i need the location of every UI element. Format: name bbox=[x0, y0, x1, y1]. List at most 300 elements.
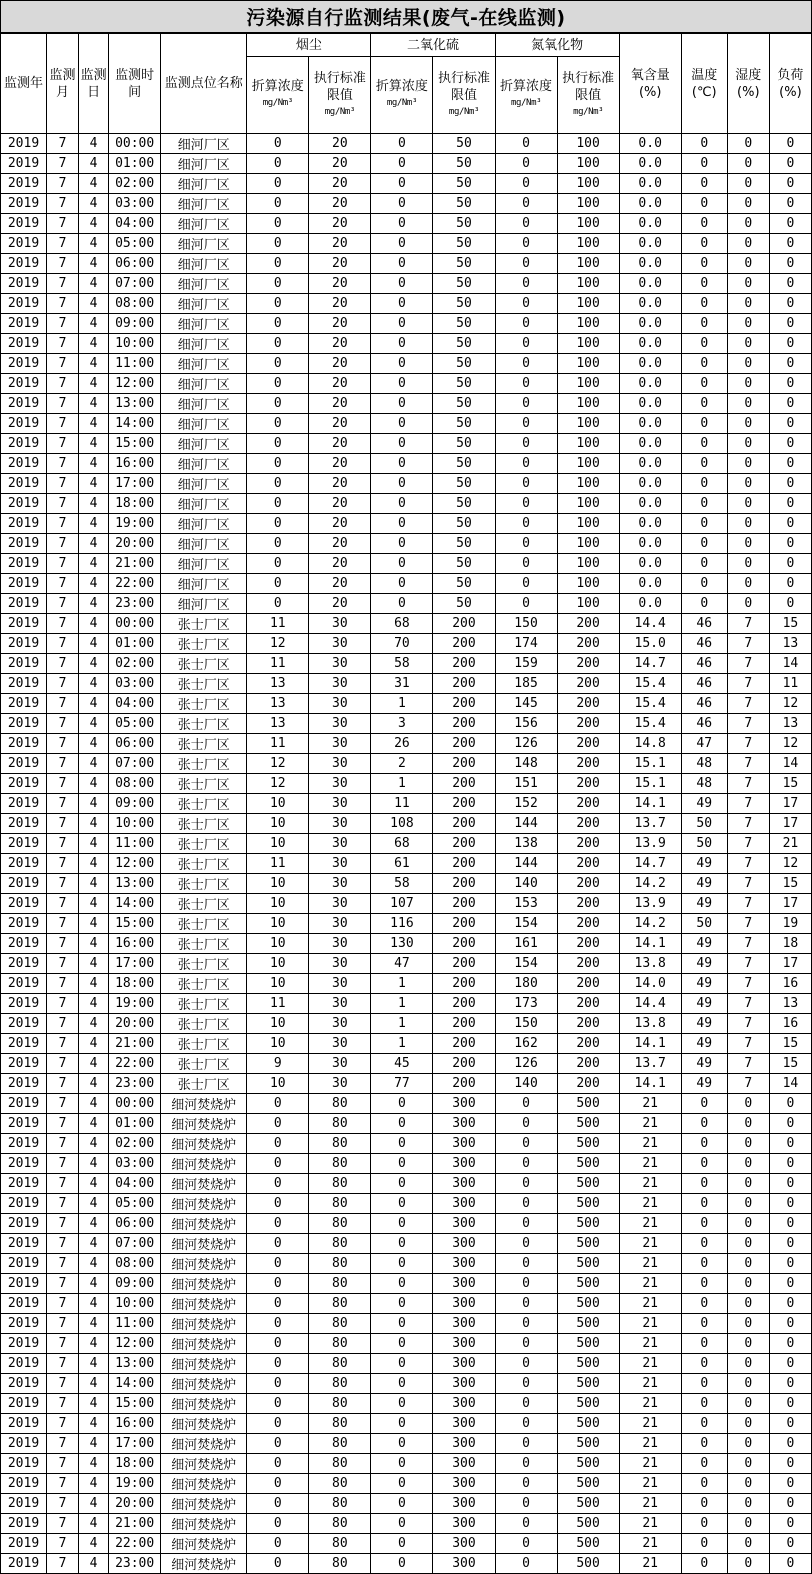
cell-year: 2019 bbox=[1, 1434, 47, 1454]
table-row bbox=[1, 1334, 812, 1354]
cell-time: 20:00 bbox=[109, 1494, 161, 1514]
cell-nox-conc: 0 bbox=[495, 1154, 557, 1174]
cell-day: 4 bbox=[79, 694, 109, 714]
cell-dust-limit: 20 bbox=[309, 274, 371, 294]
cell-nox-conc: 150 bbox=[495, 614, 557, 634]
cell-humidity: 0 bbox=[727, 1554, 769, 1574]
cell-oxygen: 14.0 bbox=[619, 974, 681, 994]
cell-dust-limit: 80 bbox=[309, 1394, 371, 1414]
table-row bbox=[1, 1174, 812, 1194]
cell-month: 7 bbox=[47, 914, 79, 934]
cell-oxygen: 21 bbox=[619, 1374, 681, 1394]
cell-dust-conc: 0 bbox=[247, 474, 309, 494]
cell-oxygen: 14.1 bbox=[619, 1074, 681, 1094]
cell-load: 15 bbox=[769, 774, 811, 794]
cell-nox-limit: 500 bbox=[557, 1274, 619, 1294]
table-row bbox=[1, 174, 812, 194]
cell-dust-conc: 0 bbox=[247, 214, 309, 234]
cell-month: 7 bbox=[47, 634, 79, 654]
cell-location: 细河焚烧炉 bbox=[161, 1094, 247, 1114]
cell-location: 张士厂区 bbox=[161, 734, 247, 754]
cell-year: 2019 bbox=[1, 554, 47, 574]
cell-day: 4 bbox=[79, 1474, 109, 1494]
cell-oxygen: 0.0 bbox=[619, 454, 681, 474]
cell-so2-limit: 300 bbox=[433, 1314, 495, 1334]
cell-month: 7 bbox=[47, 294, 79, 314]
cell-time: 16:00 bbox=[109, 1414, 161, 1434]
cell-location: 细河厂区 bbox=[161, 214, 247, 234]
cell-so2-limit: 50 bbox=[433, 414, 495, 434]
cell-dust-limit: 30 bbox=[309, 654, 371, 674]
cell-month: 7 bbox=[47, 514, 79, 534]
cell-load: 0 bbox=[769, 274, 811, 294]
cell-month: 7 bbox=[47, 274, 79, 294]
cell-humidity: 0 bbox=[727, 274, 769, 294]
cell-oxygen: 15.4 bbox=[619, 694, 681, 714]
cell-dust-limit: 20 bbox=[309, 474, 371, 494]
cell-month: 7 bbox=[47, 1474, 79, 1494]
cell-load: 0 bbox=[769, 1234, 811, 1254]
cell-nox-conc: 173 bbox=[495, 994, 557, 1014]
cell-humidity: 0 bbox=[727, 1374, 769, 1394]
cell-dust-limit: 20 bbox=[309, 314, 371, 334]
cell-so2-limit: 300 bbox=[433, 1154, 495, 1174]
cell-day: 4 bbox=[79, 654, 109, 674]
cell-oxygen: 0.0 bbox=[619, 314, 681, 334]
cell-humidity: 0 bbox=[727, 1454, 769, 1474]
cell-dust-limit: 80 bbox=[309, 1374, 371, 1394]
cell-dust-limit: 80 bbox=[309, 1534, 371, 1554]
cell-location: 细河厂区 bbox=[161, 154, 247, 174]
cell-dust-limit: 20 bbox=[309, 554, 371, 574]
cell-day: 4 bbox=[79, 1154, 109, 1174]
cell-year: 2019 bbox=[1, 334, 47, 354]
cell-so2-limit: 200 bbox=[433, 1014, 495, 1034]
cell-location: 张士厂区 bbox=[161, 714, 247, 734]
cell-temperature: 0 bbox=[681, 454, 727, 474]
cell-load: 17 bbox=[769, 814, 811, 834]
cell-load: 15 bbox=[769, 1054, 811, 1074]
cell-so2-conc: 0 bbox=[371, 1434, 433, 1454]
cell-nox-conc: 152 bbox=[495, 794, 557, 814]
cell-so2-conc: 0 bbox=[371, 1254, 433, 1274]
cell-so2-limit: 50 bbox=[433, 314, 495, 334]
cell-dust-limit: 80 bbox=[309, 1354, 371, 1374]
cell-oxygen: 15.0 bbox=[619, 634, 681, 654]
cell-location: 细河焚烧炉 bbox=[161, 1414, 247, 1434]
cell-dust-limit: 30 bbox=[309, 874, 371, 894]
cell-so2-limit: 200 bbox=[433, 874, 495, 894]
cell-load: 18 bbox=[769, 934, 811, 954]
cell-so2-conc: 31 bbox=[371, 674, 433, 694]
cell-load: 0 bbox=[769, 1374, 811, 1394]
cell-dust-limit: 20 bbox=[309, 334, 371, 354]
cell-humidity: 0 bbox=[727, 1294, 769, 1314]
cell-location: 细河焚烧炉 bbox=[161, 1514, 247, 1534]
cell-time: 15:00 bbox=[109, 914, 161, 934]
table-row bbox=[1, 1354, 812, 1374]
cell-dust-conc: 11 bbox=[247, 734, 309, 754]
cell-day: 4 bbox=[79, 1054, 109, 1074]
cell-nox-limit: 200 bbox=[557, 814, 619, 834]
cell-oxygen: 15.1 bbox=[619, 774, 681, 794]
cell-nox-conc: 140 bbox=[495, 874, 557, 894]
cell-month: 7 bbox=[47, 1554, 79, 1574]
cell-year: 2019 bbox=[1, 1074, 47, 1094]
cell-dust-limit: 30 bbox=[309, 714, 371, 734]
cell-temperature: 0 bbox=[681, 1554, 727, 1574]
header-time: 监测时间 bbox=[109, 34, 161, 134]
cell-nox-limit: 100 bbox=[557, 514, 619, 534]
cell-humidity: 0 bbox=[727, 1394, 769, 1414]
table-row bbox=[1, 1274, 812, 1294]
cell-location: 张士厂区 bbox=[161, 754, 247, 774]
cell-location: 张士厂区 bbox=[161, 774, 247, 794]
cell-so2-conc: 2 bbox=[371, 754, 433, 774]
cell-so2-conc: 107 bbox=[371, 894, 433, 914]
cell-time: 14:00 bbox=[109, 894, 161, 914]
cell-nox-limit: 100 bbox=[557, 194, 619, 214]
cell-so2-conc: 0 bbox=[371, 1134, 433, 1154]
cell-dust-limit: 20 bbox=[309, 394, 371, 414]
cell-day: 4 bbox=[79, 1374, 109, 1394]
cell-so2-limit: 200 bbox=[433, 1034, 495, 1054]
cell-day: 4 bbox=[79, 1074, 109, 1094]
cell-temperature: 49 bbox=[681, 954, 727, 974]
data-table bbox=[0, 133, 812, 1574]
cell-nox-conc: 0 bbox=[495, 534, 557, 554]
cell-load: 0 bbox=[769, 414, 811, 434]
cell-nox-limit: 100 bbox=[557, 494, 619, 514]
cell-day: 4 bbox=[79, 1454, 109, 1474]
cell-dust-limit: 20 bbox=[309, 194, 371, 214]
table-row bbox=[1, 1194, 812, 1214]
cell-dust-limit: 80 bbox=[309, 1434, 371, 1454]
cell-so2-limit: 50 bbox=[433, 454, 495, 474]
cell-time: 01:00 bbox=[109, 634, 161, 654]
cell-nox-conc: 0 bbox=[495, 174, 557, 194]
cell-so2-conc: 0 bbox=[371, 1234, 433, 1254]
cell-load: 19 bbox=[769, 914, 811, 934]
cell-time: 04:00 bbox=[109, 214, 161, 234]
cell-so2-conc: 0 bbox=[371, 1194, 433, 1214]
cell-nox-limit: 500 bbox=[557, 1534, 619, 1554]
cell-year: 2019 bbox=[1, 1554, 47, 1574]
cell-nox-limit: 500 bbox=[557, 1454, 619, 1474]
header-group-nox: 氮氧化物 bbox=[495, 34, 619, 57]
cell-dust-limit: 20 bbox=[309, 294, 371, 314]
cell-oxygen: 0.0 bbox=[619, 554, 681, 574]
cell-location: 细河厂区 bbox=[161, 594, 247, 614]
cell-oxygen: 14.7 bbox=[619, 654, 681, 674]
cell-humidity: 7 bbox=[727, 914, 769, 934]
table-row bbox=[1, 474, 812, 494]
cell-month: 7 bbox=[47, 454, 79, 474]
cell-so2-limit: 50 bbox=[433, 334, 495, 354]
cell-temperature: 0 bbox=[681, 1414, 727, 1434]
cell-temperature: 0 bbox=[681, 154, 727, 174]
cell-load: 11 bbox=[769, 674, 811, 694]
cell-time: 10:00 bbox=[109, 814, 161, 834]
table-row bbox=[1, 614, 812, 634]
cell-oxygen: 21 bbox=[619, 1454, 681, 1474]
cell-so2-limit: 50 bbox=[433, 294, 495, 314]
cell-month: 7 bbox=[47, 574, 79, 594]
cell-dust-conc: 0 bbox=[247, 314, 309, 334]
cell-humidity: 7 bbox=[727, 774, 769, 794]
cell-day: 4 bbox=[79, 1394, 109, 1414]
cell-time: 00:00 bbox=[109, 614, 161, 634]
header-nox-limit bbox=[557, 57, 619, 134]
cell-nox-conc: 0 bbox=[495, 1234, 557, 1254]
cell-location: 张士厂区 bbox=[161, 914, 247, 934]
cell-nox-limit: 100 bbox=[557, 234, 619, 254]
cell-so2-limit: 300 bbox=[433, 1434, 495, 1454]
cell-month: 7 bbox=[47, 1294, 79, 1314]
cell-year: 2019 bbox=[1, 1234, 47, 1254]
cell-so2-conc: 58 bbox=[371, 654, 433, 674]
cell-day: 4 bbox=[79, 1014, 109, 1034]
cell-month: 7 bbox=[47, 1074, 79, 1094]
cell-month: 7 bbox=[47, 1134, 79, 1154]
cell-dust-conc: 0 bbox=[247, 1154, 309, 1174]
cell-location: 细河厂区 bbox=[161, 554, 247, 574]
table-row bbox=[1, 514, 812, 534]
cell-humidity: 0 bbox=[727, 1514, 769, 1534]
cell-dust-limit: 80 bbox=[309, 1314, 371, 1334]
cell-so2-conc: 0 bbox=[371, 1454, 433, 1474]
cell-day: 4 bbox=[79, 1354, 109, 1374]
header-conc-label: 折算浓度 bbox=[375, 79, 428, 94]
cell-month: 7 bbox=[47, 894, 79, 914]
cell-load: 16 bbox=[769, 1014, 811, 1034]
cell-location: 细河焚烧炉 bbox=[161, 1474, 247, 1494]
cell-year: 2019 bbox=[1, 754, 47, 774]
cell-day: 4 bbox=[79, 1214, 109, 1234]
cell-year: 2019 bbox=[1, 534, 47, 554]
cell-day: 4 bbox=[79, 154, 109, 174]
cell-location: 细河焚烧炉 bbox=[161, 1114, 247, 1134]
cell-oxygen: 21 bbox=[619, 1514, 681, 1534]
cell-so2-conc: 0 bbox=[371, 154, 433, 174]
cell-so2-conc: 0 bbox=[371, 1534, 433, 1554]
cell-time: 12:00 bbox=[109, 854, 161, 874]
cell-dust-limit: 20 bbox=[309, 254, 371, 274]
cell-nox-conc: 144 bbox=[495, 814, 557, 834]
table-row bbox=[1, 994, 812, 1014]
cell-month: 7 bbox=[47, 434, 79, 454]
cell-time: 15:00 bbox=[109, 434, 161, 454]
table-row bbox=[1, 294, 812, 314]
cell-so2-limit: 50 bbox=[433, 174, 495, 194]
cell-nox-limit: 100 bbox=[557, 134, 619, 154]
cell-humidity: 7 bbox=[727, 834, 769, 854]
cell-dust-conc: 12 bbox=[247, 634, 309, 654]
header-group-so2: 二氧化硫 bbox=[371, 34, 495, 57]
header-group-dust: 烟尘 bbox=[247, 34, 371, 57]
cell-time: 18:00 bbox=[109, 1454, 161, 1474]
cell-location: 细河焚烧炉 bbox=[161, 1554, 247, 1574]
cell-month: 7 bbox=[47, 1454, 79, 1474]
cell-nox-limit: 500 bbox=[557, 1114, 619, 1134]
cell-load: 13 bbox=[769, 994, 811, 1014]
cell-oxygen: 0.0 bbox=[619, 334, 681, 354]
cell-dust-conc: 0 bbox=[247, 414, 309, 434]
cell-dust-limit: 20 bbox=[309, 514, 371, 534]
table-row bbox=[1, 694, 812, 714]
cell-so2-limit: 200 bbox=[433, 794, 495, 814]
cell-so2-conc: 0 bbox=[371, 1174, 433, 1194]
cell-nox-limit: 200 bbox=[557, 794, 619, 814]
cell-load: 0 bbox=[769, 1454, 811, 1474]
cell-nox-limit: 200 bbox=[557, 834, 619, 854]
cell-so2-conc: 0 bbox=[371, 574, 433, 594]
cell-dust-conc: 11 bbox=[247, 654, 309, 674]
table-row bbox=[1, 1374, 812, 1394]
cell-so2-limit: 300 bbox=[433, 1094, 495, 1114]
cell-load: 13 bbox=[769, 714, 811, 734]
cell-nox-limit: 100 bbox=[557, 254, 619, 274]
cell-location: 张士厂区 bbox=[161, 674, 247, 694]
cell-temperature: 48 bbox=[681, 774, 727, 794]
cell-temperature: 0 bbox=[681, 494, 727, 514]
cell-day: 4 bbox=[79, 214, 109, 234]
cell-oxygen: 15.1 bbox=[619, 754, 681, 774]
cell-dust-conc: 0 bbox=[247, 554, 309, 574]
cell-nox-limit: 100 bbox=[557, 534, 619, 554]
cell-location: 张士厂区 bbox=[161, 1014, 247, 1034]
header-conc-label: 折算浓度 bbox=[500, 79, 553, 94]
cell-so2-conc: 0 bbox=[371, 214, 433, 234]
cell-month: 7 bbox=[47, 314, 79, 334]
cell-month: 7 bbox=[47, 234, 79, 254]
cell-year: 2019 bbox=[1, 1174, 47, 1194]
cell-oxygen: 0.0 bbox=[619, 474, 681, 494]
cell-dust-limit: 30 bbox=[309, 674, 371, 694]
cell-dust-limit: 20 bbox=[309, 154, 371, 174]
cell-dust-conc: 0 bbox=[247, 254, 309, 274]
cell-so2-limit: 300 bbox=[433, 1294, 495, 1314]
cell-day: 4 bbox=[79, 714, 109, 734]
cell-nox-limit: 100 bbox=[557, 454, 619, 474]
cell-humidity: 7 bbox=[727, 634, 769, 654]
cell-month: 7 bbox=[47, 874, 79, 894]
cell-dust-conc: 10 bbox=[247, 894, 309, 914]
cell-nox-limit: 200 bbox=[557, 974, 619, 994]
cell-month: 7 bbox=[47, 1514, 79, 1534]
cell-humidity: 7 bbox=[727, 734, 769, 754]
cell-so2-limit: 200 bbox=[433, 714, 495, 734]
cell-nox-limit: 200 bbox=[557, 1034, 619, 1054]
table-row bbox=[1, 1294, 812, 1314]
cell-year: 2019 bbox=[1, 394, 47, 414]
cell-so2-conc: 1 bbox=[371, 1034, 433, 1054]
table-row bbox=[1, 1214, 812, 1234]
cell-load: 16 bbox=[769, 974, 811, 994]
cell-load: 0 bbox=[769, 1154, 811, 1174]
cell-day: 4 bbox=[79, 1234, 109, 1254]
table-row bbox=[1, 254, 812, 274]
cell-temperature: 0 bbox=[681, 1274, 727, 1294]
cell-temperature: 0 bbox=[681, 414, 727, 434]
cell-oxygen: 14.1 bbox=[619, 794, 681, 814]
header-unit: mg/Nm³ bbox=[386, 98, 417, 108]
cell-dust-conc: 13 bbox=[247, 674, 309, 694]
cell-nox-limit: 100 bbox=[557, 334, 619, 354]
cell-humidity: 0 bbox=[727, 194, 769, 214]
cell-year: 2019 bbox=[1, 1154, 47, 1174]
cell-temperature: 0 bbox=[681, 554, 727, 574]
cell-so2-conc: 0 bbox=[371, 1554, 433, 1574]
cell-dust-limit: 80 bbox=[309, 1334, 371, 1354]
cell-month: 7 bbox=[47, 394, 79, 414]
cell-nox-conc: 0 bbox=[495, 1174, 557, 1194]
cell-temperature: 0 bbox=[681, 314, 727, 334]
cell-location: 张士厂区 bbox=[161, 694, 247, 714]
cell-day: 4 bbox=[79, 1274, 109, 1294]
cell-day: 4 bbox=[79, 1314, 109, 1334]
cell-nox-conc: 0 bbox=[495, 1354, 557, 1374]
cell-time: 09:00 bbox=[109, 1274, 161, 1294]
cell-nox-limit: 100 bbox=[557, 154, 619, 174]
cell-temperature: 0 bbox=[681, 1454, 727, 1474]
cell-oxygen: 0.0 bbox=[619, 414, 681, 434]
cell-time: 02:00 bbox=[109, 174, 161, 194]
cell-year: 2019 bbox=[1, 314, 47, 334]
cell-nox-limit: 100 bbox=[557, 274, 619, 294]
cell-location: 张士厂区 bbox=[161, 854, 247, 874]
cell-oxygen: 21 bbox=[619, 1214, 681, 1234]
cell-nox-conc: 180 bbox=[495, 974, 557, 994]
cell-so2-conc: 0 bbox=[371, 274, 433, 294]
cell-humidity: 0 bbox=[727, 1434, 769, 1454]
cell-day: 4 bbox=[79, 534, 109, 554]
cell-dust-limit: 30 bbox=[309, 974, 371, 994]
cell-location: 细河焚烧炉 bbox=[161, 1274, 247, 1294]
cell-dust-conc: 0 bbox=[247, 1514, 309, 1534]
cell-dust-limit: 30 bbox=[309, 734, 371, 754]
cell-load: 0 bbox=[769, 474, 811, 494]
header-humidity: 湿度(%) bbox=[727, 34, 769, 134]
cell-temperature: 0 bbox=[681, 514, 727, 534]
cell-dust-limit: 80 bbox=[309, 1254, 371, 1274]
cell-day: 4 bbox=[79, 554, 109, 574]
cell-dust-conc: 0 bbox=[247, 494, 309, 514]
cell-nox-limit: 200 bbox=[557, 694, 619, 714]
cell-oxygen: 21 bbox=[619, 1234, 681, 1254]
cell-humidity: 0 bbox=[727, 1214, 769, 1234]
cell-time: 06:00 bbox=[109, 1214, 161, 1234]
cell-time: 21:00 bbox=[109, 1514, 161, 1534]
cell-nox-conc: 0 bbox=[495, 1334, 557, 1354]
cell-dust-limit: 20 bbox=[309, 234, 371, 254]
header-nox-conc bbox=[495, 57, 557, 134]
cell-oxygen: 0.0 bbox=[619, 214, 681, 234]
cell-so2-limit: 200 bbox=[433, 954, 495, 974]
cell-so2-limit: 50 bbox=[433, 514, 495, 534]
cell-load: 0 bbox=[769, 394, 811, 414]
cell-year: 2019 bbox=[1, 974, 47, 994]
cell-dust-limit: 80 bbox=[309, 1514, 371, 1534]
cell-oxygen: 21 bbox=[619, 1134, 681, 1154]
cell-year: 2019 bbox=[1, 354, 47, 374]
cell-temperature: 49 bbox=[681, 1074, 727, 1094]
cell-year: 2019 bbox=[1, 694, 47, 714]
cell-dust-limit: 80 bbox=[309, 1134, 371, 1154]
cell-nox-conc: 185 bbox=[495, 674, 557, 694]
cell-oxygen: 13.7 bbox=[619, 1054, 681, 1074]
cell-time: 00:00 bbox=[109, 1094, 161, 1114]
